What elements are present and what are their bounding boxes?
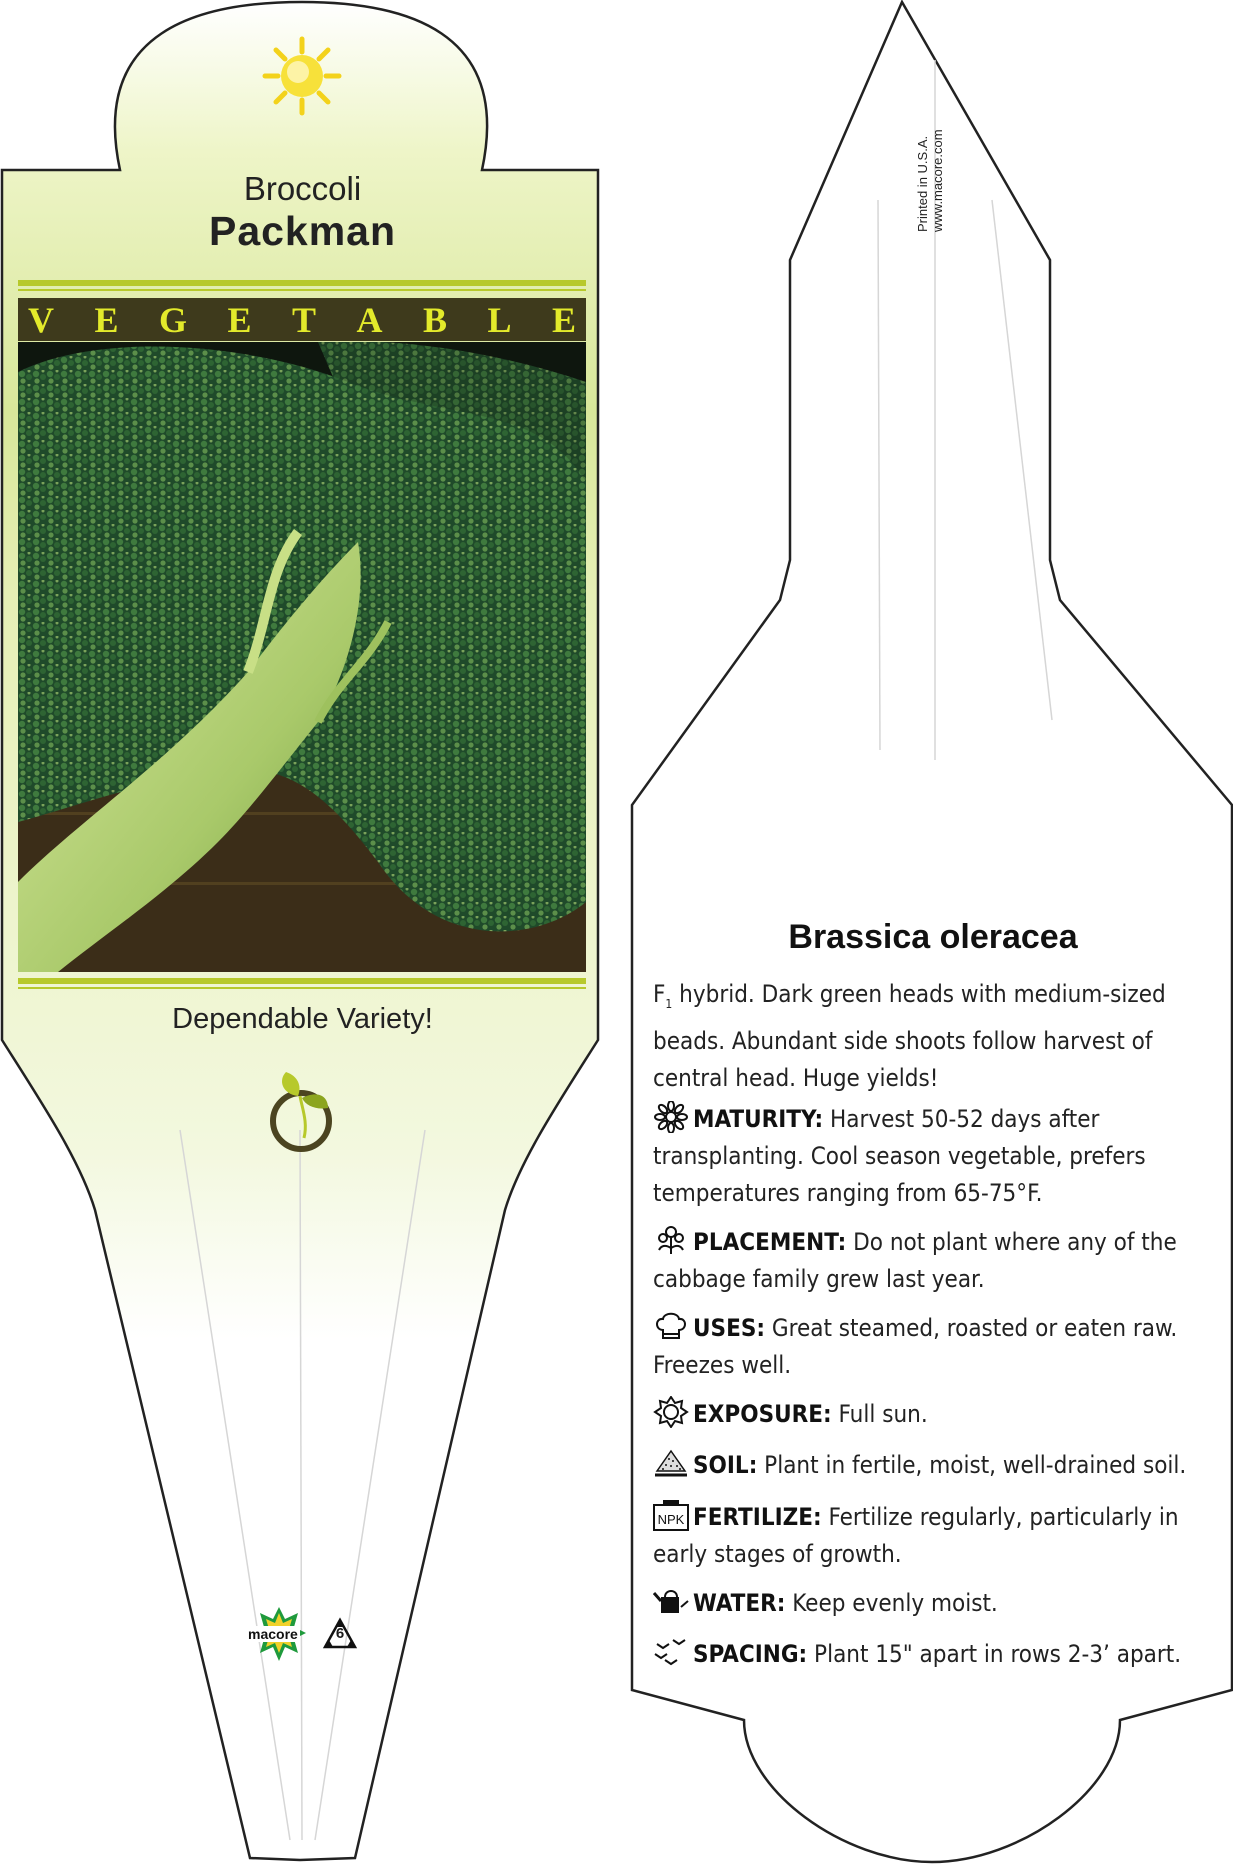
plant-icon	[653, 1224, 689, 1256]
hybrid-f: F	[653, 980, 666, 1008]
attribute-fertilize	[653, 1499, 1213, 1573]
category-letter: E	[227, 299, 252, 340]
attribute-label: EXPOSURE:	[693, 1400, 832, 1428]
attribute-label: FERTILIZE:	[693, 1503, 822, 1531]
brand-name: macore	[248, 1626, 298, 1642]
attribute-text: Plant in fertile, moist, well-drained soil.	[757, 1451, 1187, 1479]
attribute-exposure	[653, 1396, 1213, 1433]
flower-icon	[653, 1101, 689, 1133]
spacing-icon	[653, 1636, 689, 1668]
botanical-name: Brassica oleracea	[788, 918, 1078, 956]
sun-icon	[262, 36, 342, 116]
description-text: hybrid. Dark green heads with medium-sized beads. Abundant side shoots follow harvest of central head. Huge yields!	[653, 980, 1166, 1092]
variety-name: Packman	[208, 208, 397, 254]
attribute-label: MATURITY:	[693, 1105, 824, 1133]
sprout-icon	[268, 1068, 334, 1152]
category-label	[18, 298, 586, 341]
website: www.macore.com	[930, 129, 945, 232]
attribute-text: Harvest 50-52 days after transplanting. Cool season vegetable, prefers temperatures ranging from 65-75°F.	[653, 1105, 1146, 1207]
attribute-placement	[653, 1224, 1213, 1298]
attribute-uses	[653, 1310, 1213, 1384]
description	[653, 976, 1213, 1097]
common-name: Broccoli	[243, 170, 362, 207]
attribute-spacing	[653, 1636, 1213, 1673]
npk-icon	[653, 1499, 689, 1531]
attribute-text: Fertilize regularly, particularly in early stages of growth.	[653, 1503, 1179, 1568]
category-letter: V	[28, 299, 54, 340]
chef-hat-icon	[653, 1310, 689, 1342]
tagline: Dependable Variety!	[172, 1003, 433, 1035]
category-letter: T	[291, 299, 316, 340]
attribute-label: WATER:	[693, 1589, 786, 1617]
attribute-text: Full sun.	[831, 1400, 928, 1428]
product-photo	[18, 342, 586, 972]
category-letter: L	[487, 299, 512, 340]
attribute-text: Great steamed, roasted or eaten raw. Freezes well.	[653, 1314, 1178, 1379]
hybrid-sub: 1	[665, 996, 673, 1011]
recycle-number: 6	[335, 1625, 345, 1642]
printed-in: Printed in U.S.A.	[915, 135, 930, 232]
soil-icon	[653, 1447, 689, 1479]
category-letter: G	[158, 299, 187, 340]
category-letter: B	[422, 299, 447, 340]
npk-text: NPK	[657, 1512, 685, 1527]
attribute-soil	[653, 1447, 1213, 1484]
attribute-water	[653, 1585, 1213, 1622]
attribute-label: SOIL:	[693, 1451, 758, 1479]
watering-can-icon	[653, 1585, 689, 1617]
attribute-label: PLACEMENT:	[693, 1228, 847, 1256]
category-letter: E	[551, 299, 576, 340]
category-letter: E	[94, 299, 119, 340]
attribute-label: USES:	[693, 1314, 766, 1342]
attribute-label: SPACING:	[693, 1640, 808, 1668]
attribute-text: Keep evenly moist.	[785, 1589, 998, 1617]
printed-info	[915, 129, 945, 232]
attribute-text: Plant 15" apart in rows 2-3’ apart.	[807, 1640, 1182, 1668]
sun-outline-icon	[653, 1396, 689, 1428]
category-letter: A	[356, 299, 383, 340]
attribute-maturity	[653, 1101, 1213, 1212]
attribute-text: Do not plant where any of the cabbage family grew last year.	[653, 1228, 1177, 1293]
